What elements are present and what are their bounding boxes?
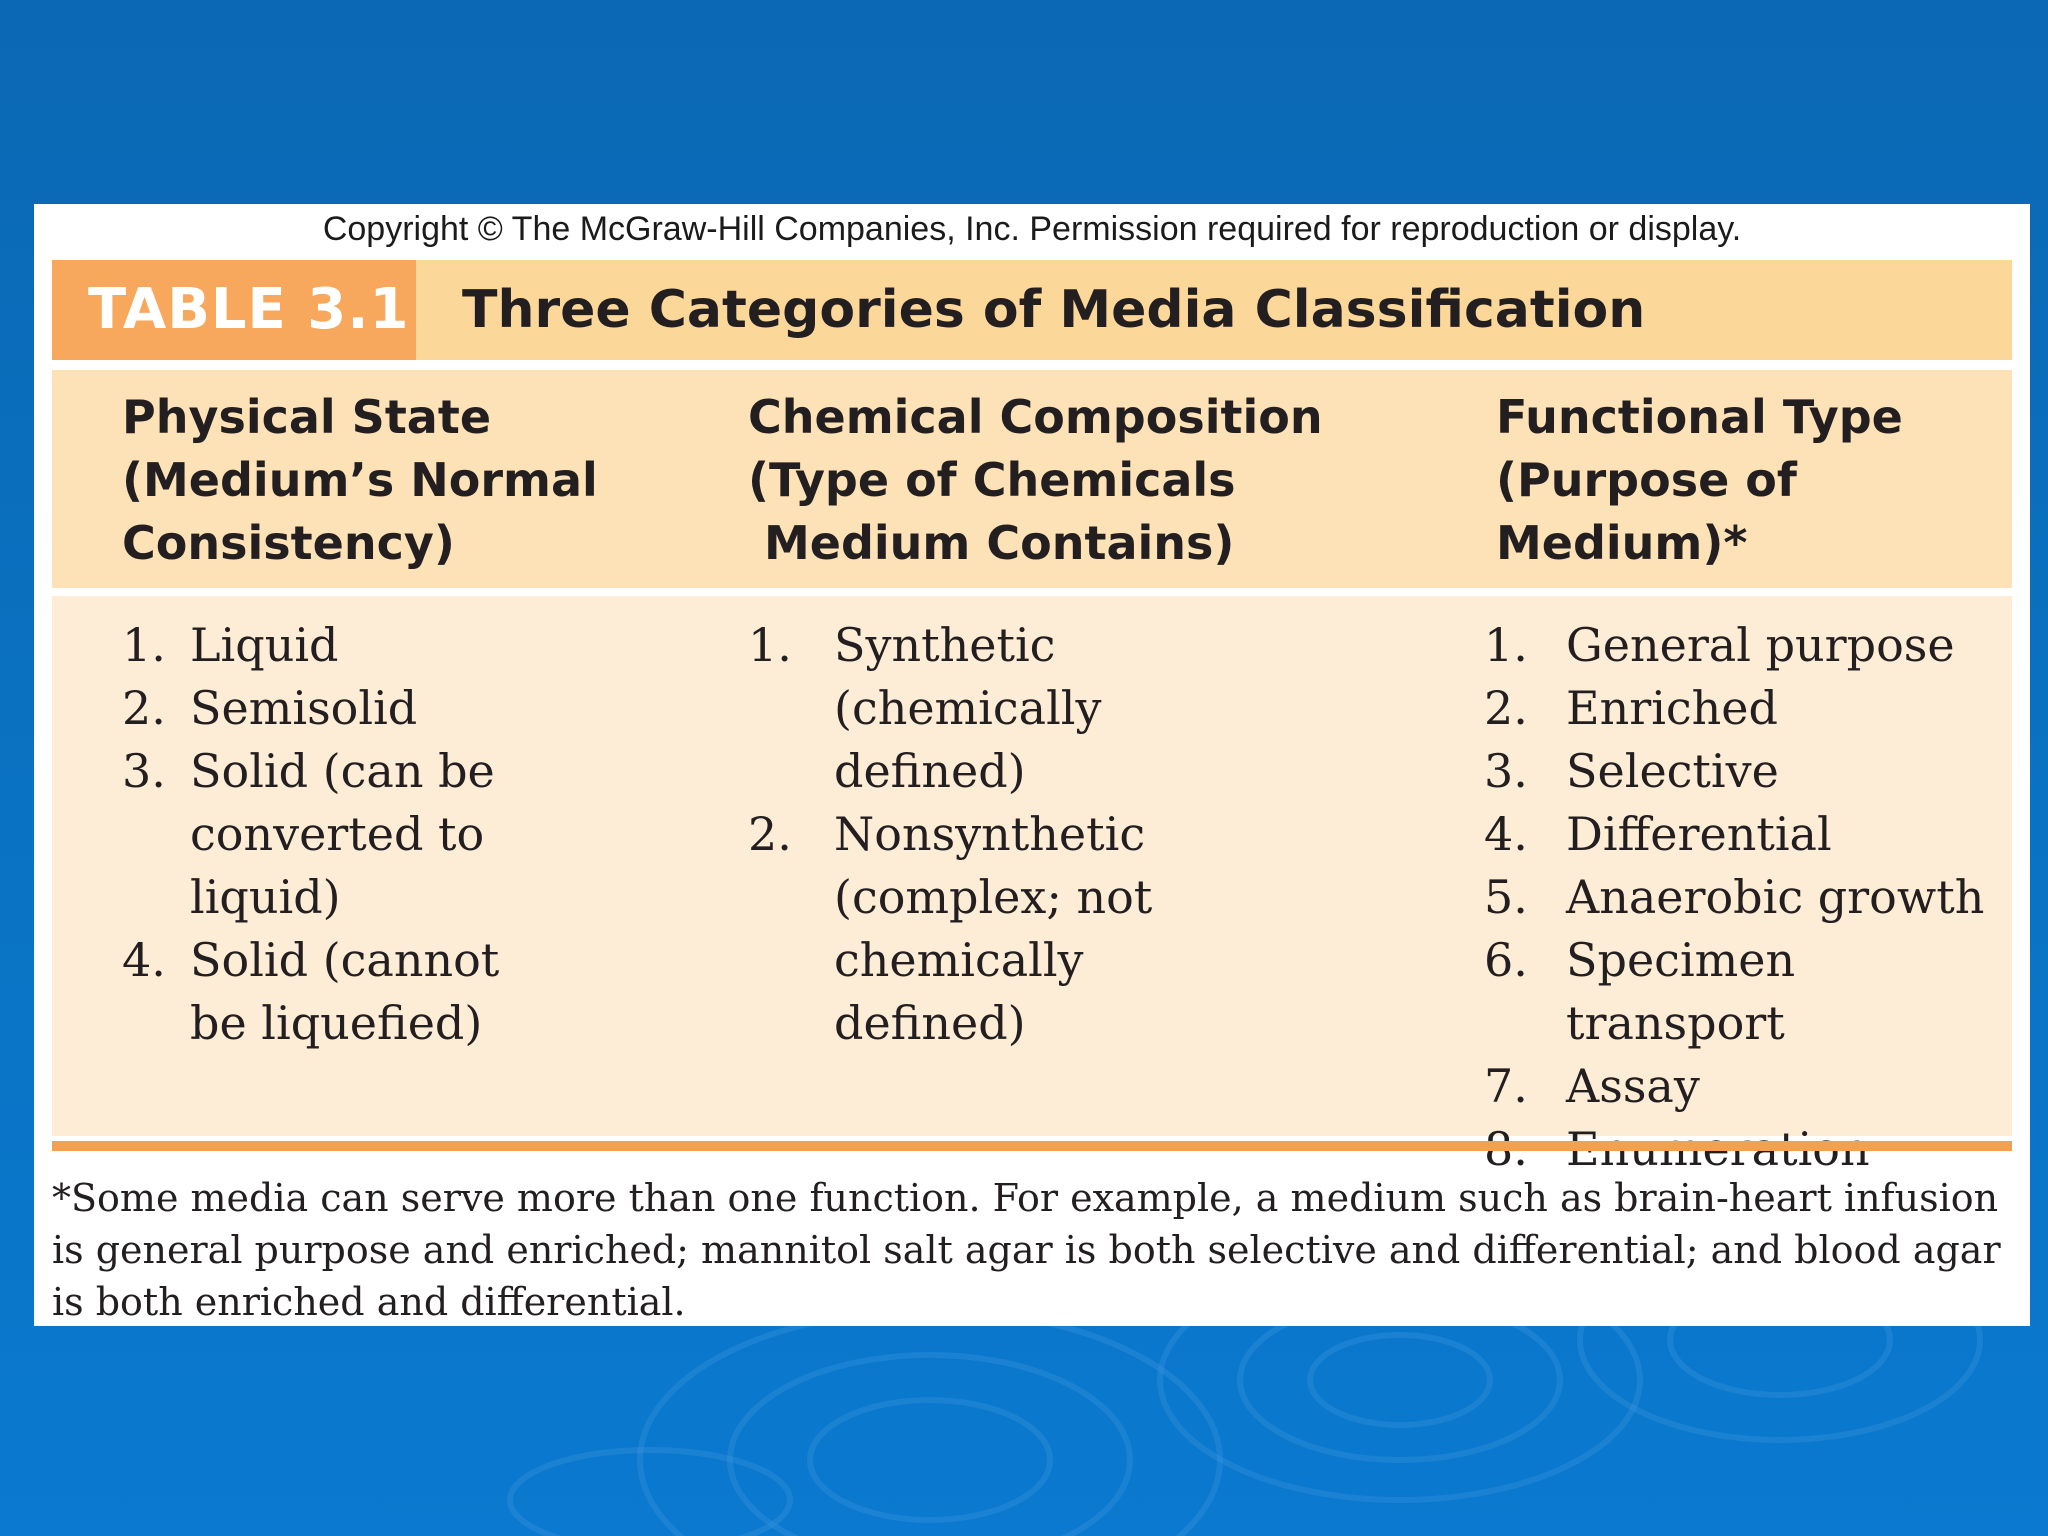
item-number: 4. bbox=[122, 933, 166, 987]
item-number: 2. bbox=[1484, 681, 1528, 735]
list-item bbox=[1484, 929, 2004, 1055]
list-item bbox=[122, 929, 542, 1055]
list-item bbox=[1484, 740, 2004, 803]
item-text: Nonsynthetic (complex; not chemically defined) bbox=[834, 807, 1153, 1050]
column-header-functional-type: Functional Type (Purpose of Medium)* bbox=[1496, 390, 1903, 570]
item-text: Solid (can be converted to liquid) bbox=[190, 744, 495, 924]
list-item bbox=[1484, 803, 2004, 866]
item-number: 4. bbox=[1484, 807, 1528, 861]
item-number: 3. bbox=[122, 744, 166, 798]
table-number-badge bbox=[52, 260, 416, 360]
item-text: Assay bbox=[1566, 1059, 1700, 1113]
item-text: General purpose bbox=[1566, 618, 1955, 672]
item-number: 1. bbox=[1484, 618, 1528, 672]
list-item bbox=[122, 614, 542, 677]
item-text: Solid (cannot be liquefied) bbox=[190, 933, 500, 1050]
list-item bbox=[1484, 677, 2004, 740]
physical-state-list bbox=[122, 614, 542, 1055]
table-body-row bbox=[52, 596, 2012, 1136]
functional-type-list bbox=[1484, 614, 2004, 1181]
item-number: 1. bbox=[748, 618, 792, 672]
item-text: Liquid bbox=[190, 618, 339, 672]
list-item bbox=[122, 740, 542, 929]
item-text: Synthetic (chemically defined) bbox=[834, 618, 1102, 798]
item-number: 5. bbox=[1484, 870, 1528, 924]
item-number: 2. bbox=[122, 681, 166, 735]
table-number: TABLE 3.1 bbox=[88, 277, 410, 342]
item-text: Anaerobic growth bbox=[1566, 870, 1985, 924]
list-item bbox=[1484, 614, 2004, 677]
list-item bbox=[748, 614, 1278, 803]
list-item bbox=[748, 803, 1278, 1055]
column-header-chemical-composition: Chemical Composition (Type of Chemicals Medium Contains) bbox=[748, 390, 1323, 570]
table-title: Three Categories of Media Classification bbox=[462, 280, 1646, 340]
table-bottom-rule bbox=[52, 1141, 2012, 1151]
column-header-row bbox=[52, 370, 2012, 588]
table-title-bar bbox=[52, 260, 2012, 360]
list-item bbox=[1484, 1055, 2004, 1118]
table-panel bbox=[34, 204, 2030, 1326]
item-number: 1. bbox=[122, 618, 166, 672]
item-number: 2. bbox=[748, 807, 792, 861]
column-header-physical-state: Physical State (Medium’s Normal Consistency) bbox=[122, 390, 598, 570]
list-item bbox=[1484, 866, 2004, 929]
item-text: Specimen transport bbox=[1566, 933, 1796, 1050]
table-footnote: *Some media can serve more than one function. For example, a medium such as brain-heart infusion is general purpose and enriched; mannitol salt agar is both selective and differential; and blood agar is both enriched and differential. bbox=[52, 1176, 2001, 1324]
copyright-notice: Copyright © The McGraw-Hill Companies, Inc. Permission required for reproduction or display. bbox=[322, 210, 1742, 248]
item-number: 6. bbox=[1484, 933, 1528, 987]
item-number: 3. bbox=[1484, 744, 1528, 798]
chemical-composition-list bbox=[748, 614, 1278, 1055]
item-text: Semisolid bbox=[190, 681, 418, 735]
item-text: Selective bbox=[1566, 744, 1779, 798]
item-number: 7. bbox=[1484, 1059, 1528, 1113]
item-text: Differential bbox=[1566, 807, 1832, 861]
list-item bbox=[122, 677, 542, 740]
item-text: Enriched bbox=[1566, 681, 1778, 735]
